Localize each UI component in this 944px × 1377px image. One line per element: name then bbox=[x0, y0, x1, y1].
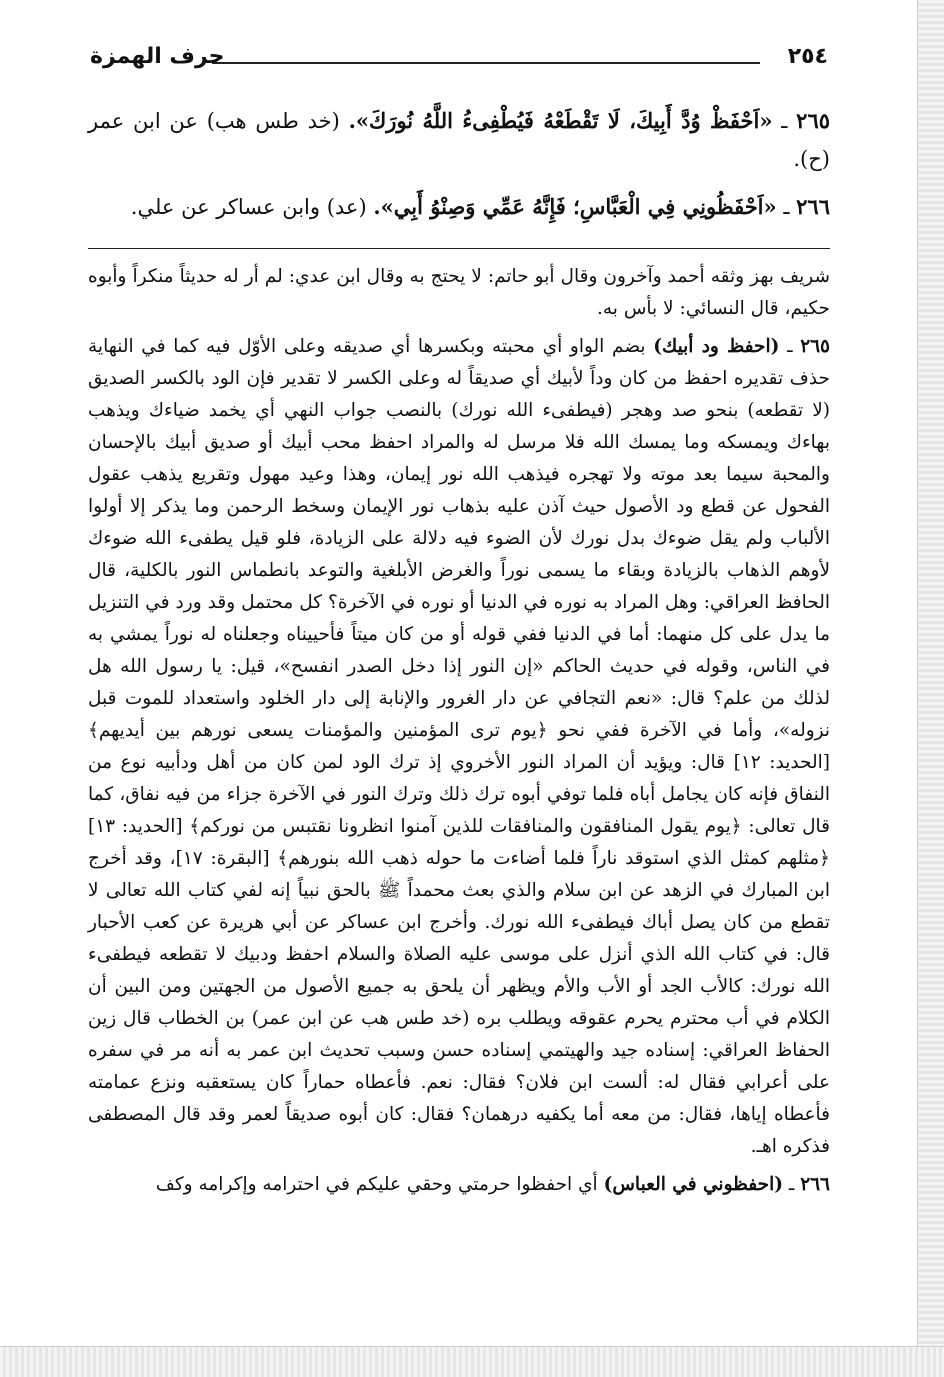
hadith-266 bbox=[88, 188, 830, 226]
page-edge-bottom bbox=[0, 1346, 944, 1377]
commentary-dash: ـ bbox=[779, 336, 793, 357]
hadith-text: «اَحْفَظُونِي فِي الْعَبَّاسِ؛ فَإِنَّهُ عَمِّي وَصِنْوُ أَبِي». bbox=[373, 194, 777, 219]
commentary-text: أي احفظوا حرمتي وحقي عليكم في احترامه وإكرامه وكف bbox=[155, 1174, 598, 1195]
commentary-continuation: شريف بهز وثقه أحمد وآخرون وقال أبو حاتم: لا يحتج به وقال ابن عدي: لم أر له حديثاً منكراً وأبوه حكيم، قال النسائي: لا بأس به. bbox=[88, 266, 830, 319]
commentary-lemma: (احفظوني في العباس) bbox=[603, 1174, 783, 1195]
commentary-number: ٢٦٦ bbox=[800, 1174, 830, 1195]
commentary-number: ٢٦٥ bbox=[800, 336, 830, 357]
hadith-dash: ـ bbox=[772, 109, 788, 133]
hadith-265 bbox=[88, 102, 830, 178]
hadith-number: ٢٦٦ bbox=[796, 194, 830, 219]
hadith-text: «اَحْفَظْ وُدَّ أَبِيكَ، لَا تَقْطَعْهُ فَيُطْفِىءُ اللَّهُ نُورَكَ». bbox=[348, 108, 773, 133]
hadith-source: (عد) وابن عساكر عن علي. bbox=[130, 195, 367, 219]
page-content bbox=[88, 40, 830, 1201]
chapter-title: حرف الهمزة bbox=[90, 44, 225, 69]
hadith-dash: ـ bbox=[776, 195, 790, 219]
running-header bbox=[88, 40, 830, 80]
hadith-number: ٢٦٥ bbox=[796, 108, 831, 133]
commentary-266 bbox=[88, 1169, 830, 1201]
page-number: ٢٥٤ bbox=[787, 44, 828, 69]
page-edge-right bbox=[917, 0, 944, 1377]
footnote-divider bbox=[88, 248, 830, 249]
commentary-lemma: (احفظ ود أبيك) bbox=[653, 336, 780, 357]
commentary-text: بضم الواو أي محبته وبكسرها أي صديقه وعلى الأوّل فيه كما في النهاية حذف تقديره احفظ من كان وداً لأبيك أي صديقاً له وعلى الكسر لا تقدير فإن الود بالكسر الصديق (لا تقطعه) بنحو صد وهجر (فيطفىء الله نورك) بالنصب جواب النهي أي يخمد ضياءك ويذهب بهاءك ويمسكه وما يمسك الله فلا مرسل له والمراد احفظ محب أبيك أو صديق أبيك بالإحسان والمحبة سيما بعد موته ولا تهجره فيذهب الله نور إيمان، وهذا وعيد مهول وتقريع يذهب عقول الفحول عن قطع ود الأصول حيث آذن عليه بذهاب نور الإيمان وسخط الرحمن وما يذكر إلا أولوا الألباب ولم يقل ضوءك بدل نورك لأن الضوء فيه دلالة على الزيادة، فلو قيل يطفىء الله ضوءك لأوهم الذهاب بالزيادة وبقاء ما يسمى نوراً والغرض الأبلغية والتوعد بانطماس النور بالكلية، قال الحافظ العراقي: وهل المراد به نوره في الدنيا أو نوره في الآخرة؟ كل محتمل وقد ورد في التنزيل ما يدل على كل منهما: أما في الدنيا ففي قوله أو من كان ميتاً فأحييناه وجعلناه له نوراً يمشي به في الناس، وقوله في حديث الحاكم «إن النور إذا دخل الصدر انفسح»، قيل: يا رسول الله هل لذلك من علم؟ قال: «نعم التجافي عن دار الغرور والإنابة إلى دار الخلود واستعداد للموت قبل نزوله»، وأما في الآخرة ففي نحو ﴿يوم ترى المؤمنين والمؤمنات يسعى نورهم بين أيديهم﴾ [الحديد: ١٢] قال: ويؤيد أن المراد النور الأخروي إذ ترك الود لمن كان من أهل ودأبيه نوع من النفاق فإنه كان يجامل أباه فلما توفي أبوه ترك ذلك وترك النور في الآخرة جزاء من فيه نفاق، كما قال تعالى: ﴿يوم يقول المنافقون والمنافقات للذين آمنوا انظرونا نقتبس من نوركم﴾ [الحديد: ١٣] ﴿مثلهم كمثل الذي استوقد ناراً فلما أضاءت ما حوله ذهب الله بنورهم﴾ [البقرة: ١٧]، وقد أخرج ابن المبارك في الزهد عن ابن سلام والذي بعث محمداً ﷺ بالحق نبياً إنه لفي كتاب الله تعالى لا تقطع من كان يصل أباك فيطفىء الله نورك. وأخرج ابن عساكر عن أبي هريرة عن كعب الأحبار قال: في كتاب الله الذي أنزل على موسى عليه الصلاة والسلام احفظ ودبيك لا تقطعه فيطفىء الله نورك: كالأب الجد أو الأب والأم ويظهر أن يلحق به جميع الأصول من الجهتين ومن البين أن الكلام في أب محترم يحرم عقوقه ويطلب بره (خد طس هب عن ابن عمر) بن الخطاب قال زين الحفاظ العراقي: إسناده جيد والهيتمي إسناده حسن وسبب تحديث ابن عمر به أنه مر في سفره على أعرابي فقال له: ألست ابن فلان؟ فقال: نعم. فأعطاه حماراً كان يستعقبه ونزع عمامته فأعطاه إياها، فقال: من معه أما يكفيه درهمان؟ فقال: كان أبوه صديقاً لعمر وقد قال المصطفى فذكره اهـ. bbox=[88, 336, 830, 1157]
commentary-265 bbox=[88, 331, 830, 1163]
commentary-dash: ـ bbox=[782, 1174, 795, 1195]
hadith-source: (خد طس هب) عن ابن عمر (ح). bbox=[88, 109, 830, 171]
header-rule bbox=[212, 62, 760, 64]
